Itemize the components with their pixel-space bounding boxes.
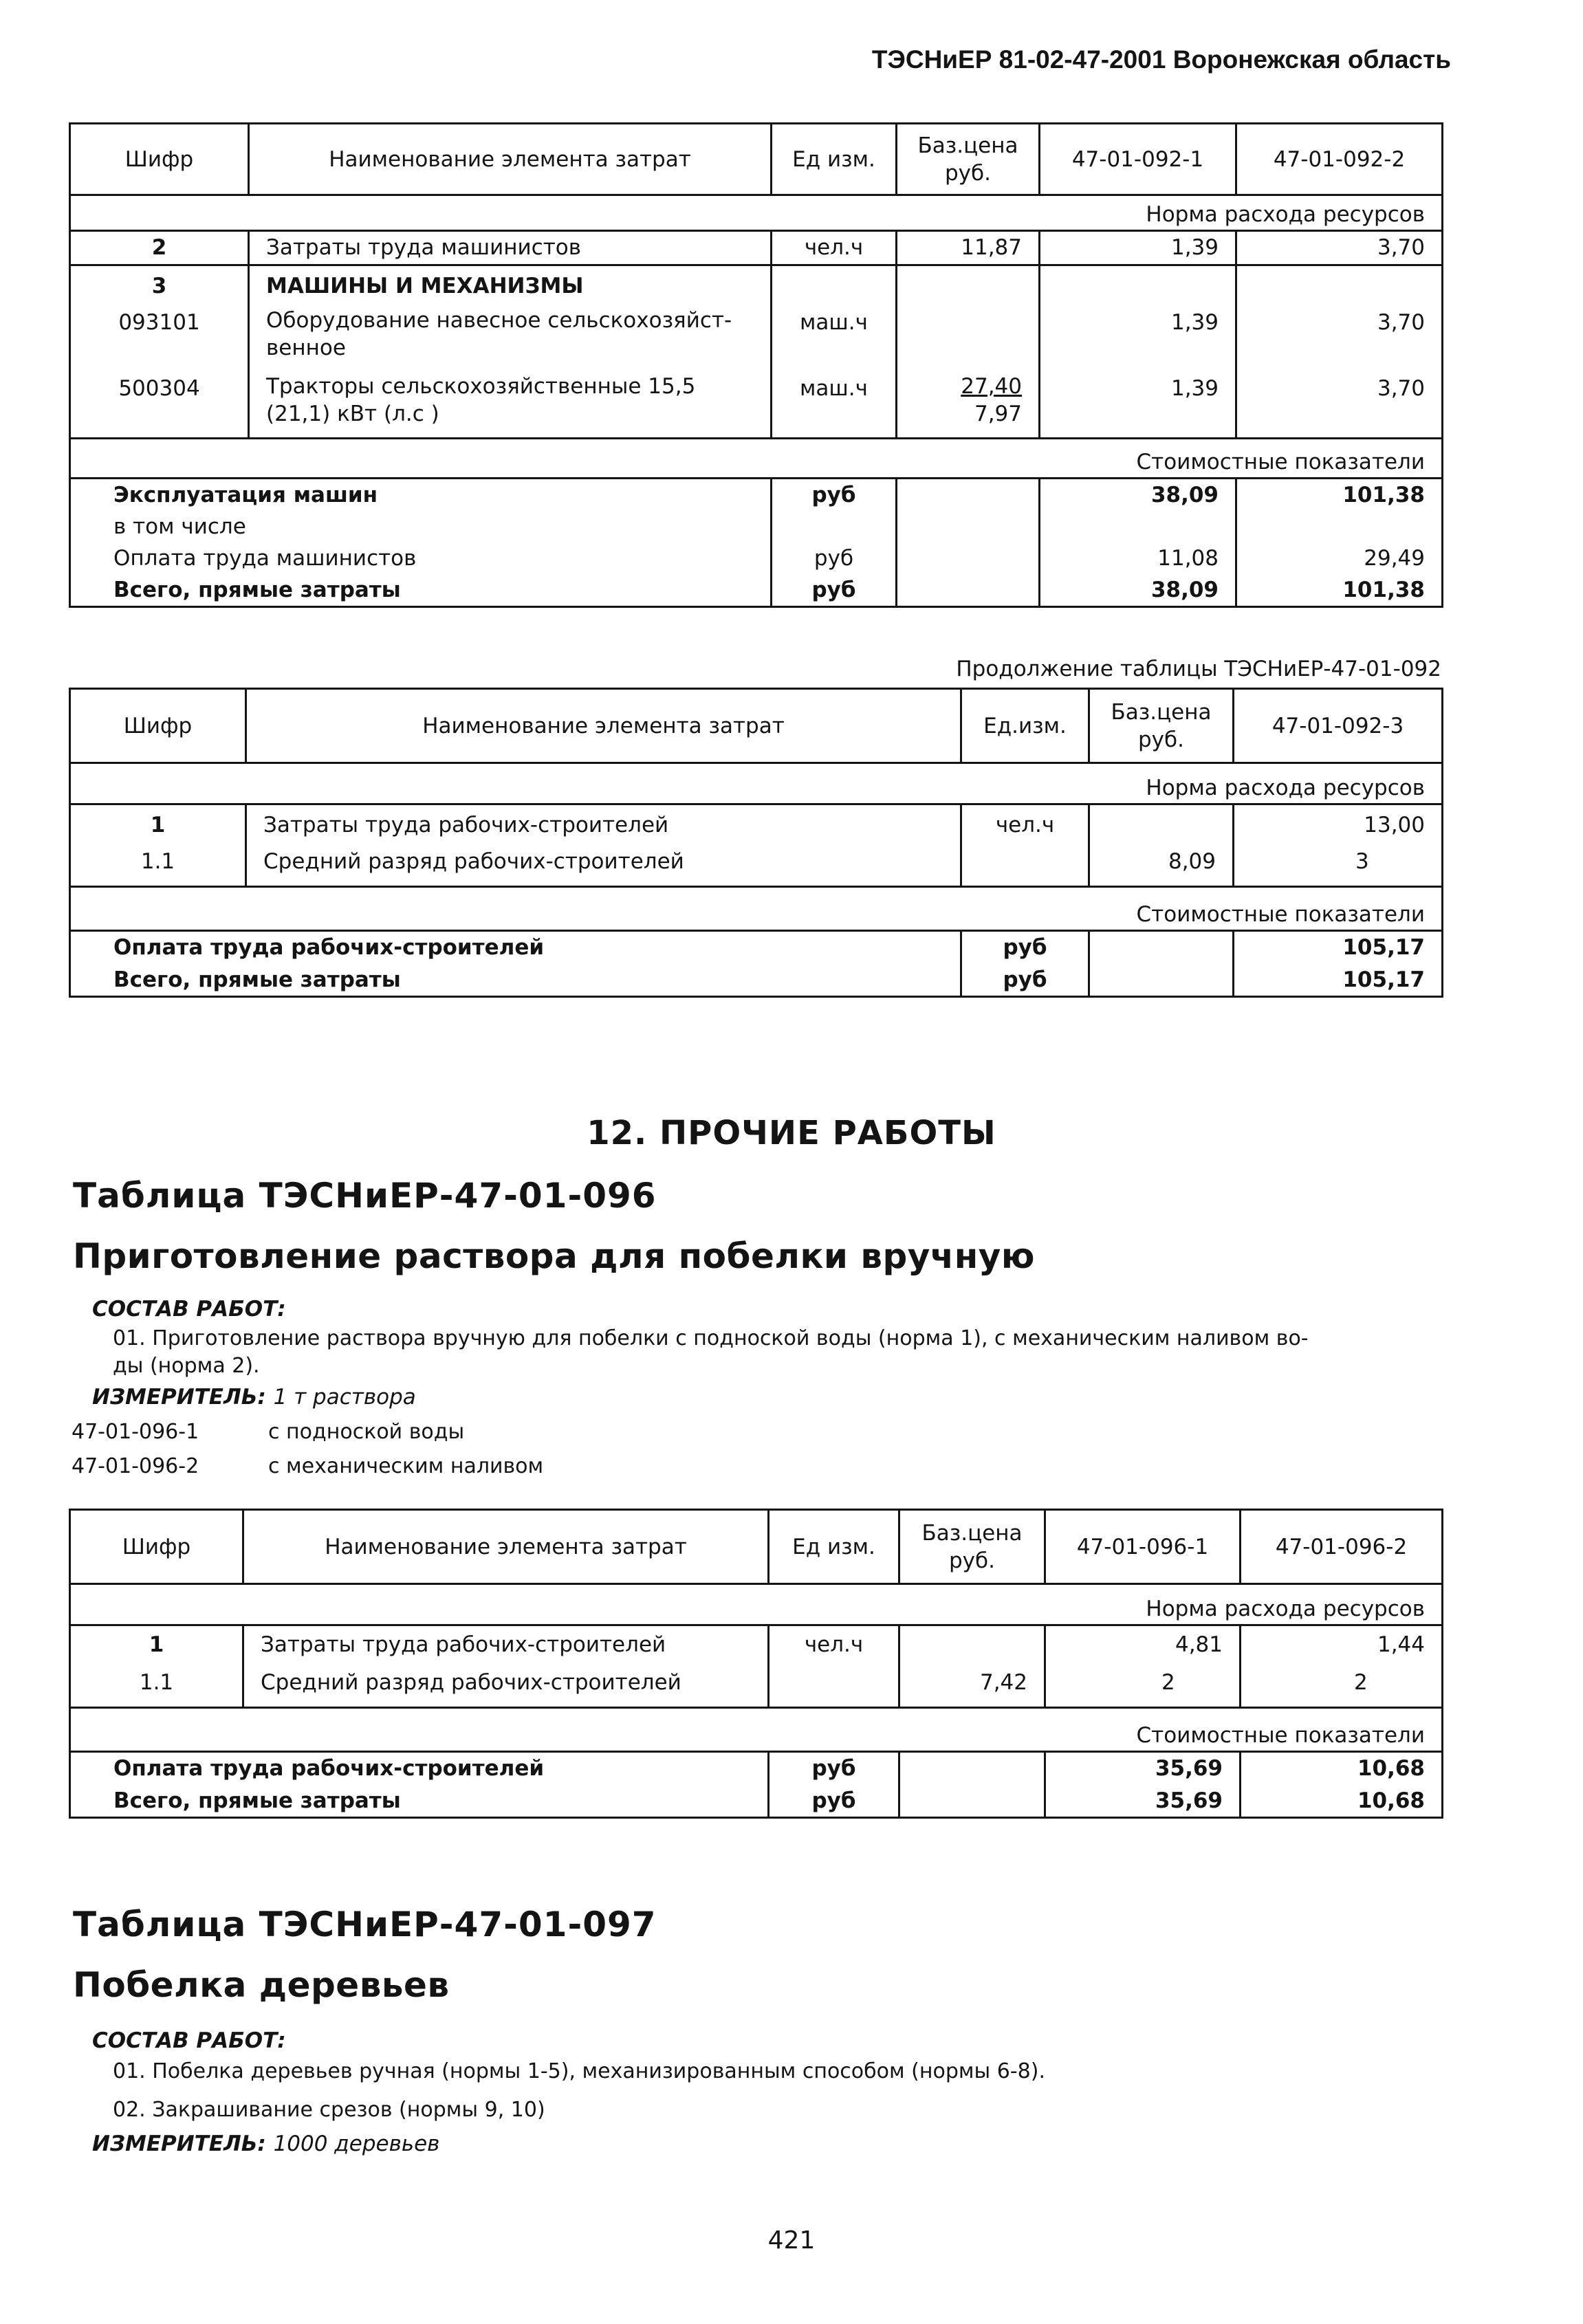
row-name: Затраты труда рабочих-строителей — [246, 804, 961, 846]
row-unit: чел.ч — [961, 804, 1089, 846]
row-value-2: 3,70 — [1236, 307, 1443, 373]
column-header: 47-01-092-2 — [1236, 124, 1443, 195]
row-name: Затраты труда машинистов — [249, 231, 772, 265]
cost-name: Оплата труда рабочих-строителей — [70, 931, 961, 964]
row-value-1: 13,00 — [1234, 804, 1443, 846]
cost-row-total — [70, 964, 1443, 997]
composition-text-line: 01. Побелка деревьев ручная (нормы 1-5), механизированным способом (нормы 6-8). — [113, 2059, 1045, 2083]
row-value-1: 1,39 — [1040, 307, 1236, 373]
row-unit: маш.ч — [772, 307, 897, 373]
cost-value-2: 29,49 — [1236, 542, 1443, 574]
cost-value-2: 10,68 — [1241, 1752, 1443, 1785]
composition-label: СОСТАВ РАБОТ: — [92, 1297, 286, 1322]
cost-name: Всего, прямые затраты — [70, 964, 961, 997]
page-number: 421 — [767, 2226, 816, 2255]
row-price: 7,42 — [899, 1667, 1045, 1708]
cost-row — [70, 542, 1443, 574]
row-value-2: 1,44 — [1241, 1625, 1443, 1667]
column-header: Ед изм. — [769, 1510, 899, 1584]
column-header: Наименование элемента затрат — [243, 1510, 769, 1584]
row-value-1: 1,39 — [1040, 231, 1236, 265]
table-header-row — [70, 1510, 1443, 1584]
section-label: Норма расхода ресурсов — [70, 763, 1443, 804]
meter-line — [92, 2131, 439, 2156]
row-value-1: 3 — [1234, 846, 1443, 887]
column-header: Баз.цена руб. — [1089, 689, 1234, 763]
row-value-1: 4,81 — [1045, 1625, 1241, 1667]
row-name: Тракторы сельскохозяйственные 15,5 (21,1) кВт (л.с ) — [249, 373, 772, 439]
cost-unit: руб — [769, 1752, 899, 1785]
cost-value-1: 105,17 — [1234, 964, 1443, 997]
cost-row — [70, 511, 1443, 542]
cost-row-total — [70, 574, 1443, 607]
table-continuation-note: Продолжение таблицы ТЭСНиЕР-47-01-092 — [956, 657, 1441, 681]
cost-value-1: 35,69 — [1045, 1752, 1241, 1785]
section-label: Норма расхода ресурсов — [70, 1584, 1443, 1625]
column-header: 47-01-092-1 — [1040, 124, 1236, 195]
resource-table-47-01-092-3 — [69, 688, 1443, 998]
page-header: ТЭСНиЕР 81-02-47-2001 Воронежская область — [871, 45, 1451, 74]
column-header: Шифр — [70, 124, 249, 195]
column-header: Шифр — [70, 1510, 243, 1584]
cost-unit: руб — [772, 574, 897, 607]
row-unit: чел.ч — [772, 231, 897, 265]
meter-label: ИЗМЕРИТЕЛЬ: — [92, 1385, 266, 1410]
section-row-costs — [70, 1708, 1443, 1752]
row-code: 093101 — [70, 307, 249, 373]
section-label: Стоимостные показатели — [70, 1708, 1443, 1752]
norm-description: с подноской воды — [268, 1420, 465, 1444]
cost-value-1: 35,69 — [1045, 1785, 1241, 1818]
column-header: Баз.цена руб. — [897, 124, 1040, 195]
cost-name: Оплата труда рабочих-строителей — [70, 1752, 769, 1785]
row-unit: чел.ч — [769, 1625, 899, 1667]
row-name: Средний разряд рабочих-строителей — [246, 846, 961, 887]
cost-unit: руб — [961, 931, 1089, 964]
row-code: 1.1 — [70, 1667, 243, 1708]
table-row — [70, 265, 1443, 307]
row-code: 1.1 — [70, 846, 246, 887]
row-code: 500304 — [70, 373, 249, 439]
cost-row — [70, 479, 1443, 512]
composition-label: СОСТАВ РАБОТ: — [92, 2028, 286, 2053]
table-row — [70, 1625, 1443, 1667]
cost-value-2: 101,38 — [1236, 574, 1443, 607]
section-row-norms — [70, 195, 1443, 231]
section-row-norms — [70, 763, 1443, 804]
cost-row — [70, 1752, 1443, 1785]
table-title: Таблица ТЭСНиЕР-47-01-096 — [73, 1176, 657, 1216]
meter-value: 1 т раствора — [273, 1385, 416, 1410]
work-title: Побелка деревьев — [73, 1965, 450, 2005]
table-row — [70, 307, 1443, 373]
table-row — [70, 373, 1443, 439]
cost-name: Всего, прямые затраты — [70, 1785, 769, 1818]
row-price-primary: 27,40 — [961, 373, 1022, 399]
row-value-2: 3,70 — [1236, 231, 1443, 265]
row-code: 1 — [70, 1625, 243, 1667]
norm-description: с механическим наливом — [268, 1454, 544, 1478]
cost-unit: руб — [961, 964, 1089, 997]
row-price: 11,87 — [897, 231, 1040, 265]
cost-value-2: 10,68 — [1241, 1785, 1443, 1818]
norm-code: 47-01-096-2 — [72, 1454, 199, 1478]
table-row — [70, 231, 1443, 265]
column-header: Шифр — [70, 689, 246, 763]
section-row-norms — [70, 1584, 1443, 1625]
row-name: Затраты труда рабочих-строителей — [243, 1625, 769, 1667]
table-title: Таблица ТЭСНиЕР-47-01-097 — [73, 1905, 657, 1944]
row-unit: маш.ч — [772, 373, 897, 439]
table-header-row — [70, 689, 1443, 763]
column-header: 47-01-096-1 — [1045, 1510, 1241, 1584]
cost-unit: руб — [769, 1785, 899, 1818]
column-header: 47-01-096-2 — [1241, 1510, 1443, 1584]
meter-line — [92, 1385, 416, 1410]
column-header: Баз.цена руб. — [899, 1510, 1045, 1584]
table-row — [70, 804, 1443, 846]
cost-name: Эксплуатация машин — [70, 479, 772, 512]
meter-label: ИЗМЕРИТЕЛЬ: — [92, 2131, 266, 2156]
cost-unit: руб — [772, 542, 897, 574]
column-header: Наименование элемента затрат — [249, 124, 772, 195]
row-value-1: 1,39 — [1040, 373, 1236, 439]
cost-unit: руб — [772, 479, 897, 512]
section-label: Норма расхода ресурсов — [70, 195, 1443, 231]
column-header: Наименование элемента затрат — [246, 689, 961, 763]
table-row — [70, 846, 1443, 887]
column-header: Ед изм. — [772, 124, 897, 195]
cost-name: Всего, прямые затраты — [70, 574, 772, 607]
table-row — [70, 1667, 1443, 1708]
cost-row-total — [70, 1785, 1443, 1818]
row-value-1: 2 — [1045, 1667, 1241, 1708]
cost-name: Оплата труда машинистов — [70, 542, 772, 574]
section-row-costs — [70, 887, 1443, 931]
row-value-2: 2 — [1241, 1667, 1443, 1708]
column-header: Ед.изм. — [961, 689, 1089, 763]
work-title: Приготовление раствора для побелки вручную — [73, 1236, 1035, 1276]
cost-row — [70, 931, 1443, 964]
section-title: 12. ПРОЧИЕ РАБОТЫ — [587, 1114, 996, 1152]
cost-value-2: 101,38 — [1236, 479, 1443, 512]
meter-value: 1000 деревьев — [273, 2131, 440, 2156]
row-name: МАШИНЫ И МЕХАНИЗМЫ — [249, 265, 772, 307]
section-label: Стоимостные показатели — [70, 887, 1443, 931]
composition-text-line: 01. Приготовление раствора вручную для побелки с подноской воды (норма 1), с механическим наливом во- — [113, 1326, 1309, 1350]
cost-value-1: 105,17 — [1234, 931, 1443, 964]
norm-code: 47-01-096-1 — [72, 1420, 199, 1444]
section-row-costs — [70, 439, 1443, 479]
table-header-row — [70, 124, 1443, 195]
resource-table-47-01-096 — [69, 1509, 1443, 1819]
resource-table-47-01-092-1-2 — [69, 122, 1443, 608]
row-price-secondary: 7,97 — [974, 401, 1022, 426]
section-label: Стоимостные показатели — [70, 439, 1443, 479]
cost-value-1: 38,09 — [1040, 479, 1236, 512]
composition-text-line: ды (норма 2). — [113, 1354, 260, 1378]
cost-name: в том числе — [70, 511, 772, 542]
cost-value-1: 38,09 — [1040, 574, 1236, 607]
row-name: Оборудование навесное сельскохозяйст-венное — [249, 307, 772, 373]
composition-text-line: 02. Закрашивание срезов (нормы 9, 10) — [113, 2098, 545, 2122]
column-header: 47-01-092-3 — [1234, 689, 1443, 763]
row-code: 1 — [70, 804, 246, 846]
row-price: 8,09 — [1089, 846, 1234, 887]
cost-value-1: 11,08 — [1040, 542, 1236, 574]
row-code: 3 — [70, 265, 249, 307]
row-code: 2 — [70, 231, 249, 265]
row-name: Средний разряд рабочих-строителей — [243, 1667, 769, 1708]
row-value-2: 3,70 — [1236, 373, 1443, 439]
